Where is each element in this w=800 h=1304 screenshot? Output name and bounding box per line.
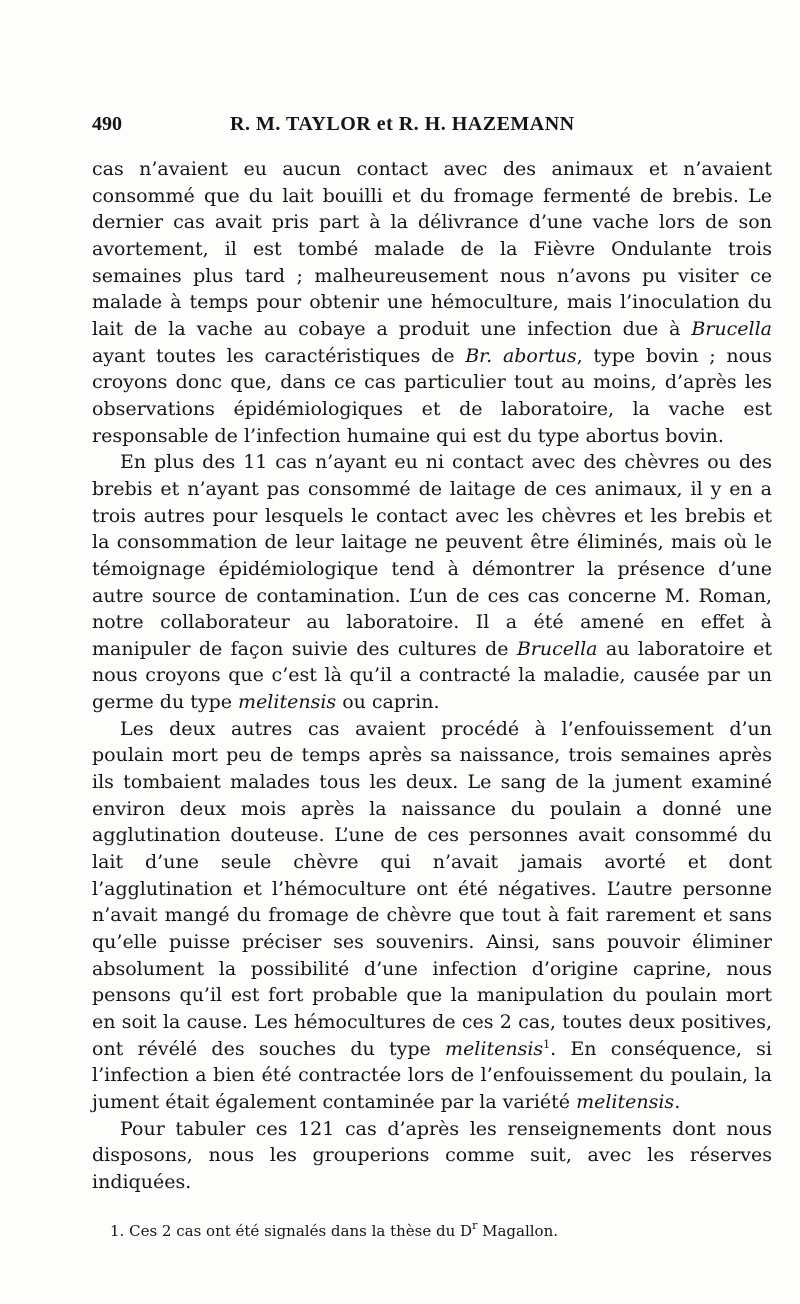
footnote-reference[interactable]: 1 [543,1037,551,1051]
paragraph-2 [92,449,772,716]
italic-term: melitensis [238,691,337,714]
footnote-text-end: Magallon. [477,1222,558,1240]
footnote-marker: 1. [110,1222,125,1240]
paragraph-1-text-c: , type bovin ; nous croyons donc que, dans ce cas particulier tout au moins, d’après les observations épidémiologiques et de laboratoire, la vache est responsable de l’infection humaine qui est du type abortus bovin. [92,344,773,447]
footnote-superscript: r [472,1219,478,1232]
footnote [110,1221,750,1241]
page-number: 490 [92,113,122,135]
running-head: R. M. TAYLOR et R. H. HAZEMANN [230,113,575,135]
paragraph-1-text-b: ayant toutes les caractéristiques de [92,344,466,367]
page-header [92,113,774,141]
italic-term: Brucella [516,637,598,660]
paragraph-3-text-b: . En conséquence, si l’infection a bien été contractée lors de l’enfouissement du poulain, la jument était également contaminée par la variété [92,1037,772,1113]
paragraph-4 [92,1116,772,1196]
paragraph-3-text: Les deux autres cas avaient procédé à l’enfouissement d’un poulain mort peu de temps après sa naissance, trois semaines après ils tombaient malades tous les deux. Le sang de la jument examiné environ deux mois après la naissance du poulain a donné une agglutination douteuse. L’une de ces personnes avait consommé du lait d’une seule chèvre qui n’avait jamais avorté et dont l’agglutination et l’hémoculture ont été négatives. L’autre personne n’avait mangé du fromage de chèvre que tout à fait rarement et sans qu’elle puisse préciser ses souvenirs. Ainsi, sans pouvoir éliminer absolument la possibilité d’une infection d’origine caprine, nous pensons qu’il est fort probable que la manipulation du poulain mort en soit la cause. Les hémocultures de ces 2 cas, toutes deux positives, ont révélé des souches du type [92,717,772,1060]
paragraph-2-text-b: au laboratoire et nous croyons que c’est là qu’il a contracté la maladie, causée par un germe du type [92,637,772,714]
footnote-text: Ces 2 cas ont été signalés dans la thèse du D [129,1222,473,1240]
italic-term: melitensis [576,1090,675,1113]
italic-term: Br. abortus [465,344,577,367]
paragraph-3-text-c: . [674,1090,681,1113]
italic-term: melitensis [445,1037,544,1060]
paragraph-2-text-c: ou caprin. [336,691,440,714]
body-text [92,156,772,1196]
paragraph-1-text: cas n’avaient eu aucun contact avec des animaux et n’avaient consommé que du lait bouilli et du fromage fermenté de brebis. Le dernier cas avait pris part à la délivrance d’une vache lors de son avortement, il est tombé malade de la Fièvre Ondulante trois semaines plus tard ; malheureusement nous n’avons pu visiter ce malade à temps pour obtenir une hémoculture, mais l’inoculation du lait de la vache au cobaye a produit une infection due à [92,158,772,340]
paragraph-2-text: En plus des 11 cas n’ayant eu ni contact avec des chèvres ou des brebis et n’ayant pas consommé de laitage de ces animaux, il y en a trois autres pour lesquels le contact avec les chèvres et les brebis et la consommation de leur laitage ne peuvent être éliminés, mais où le témoignage épidémiologique tend à démontrer la présence d’une autre source de contamination. L’un de ces cas concerne M. Roman, notre collaborateur au laboratoire. Il a été amené en effet à manipuler de façon suivie des cultures de [92,451,772,660]
paragraph-3 [92,716,772,1116]
italic-term: Brucella [691,317,772,340]
paragraph-1 [92,156,772,449]
paragraph-4-text: Pour tabuler ces 121 cas d’après les renseignements dont nous disposons, nous les grouperions comme suit, avec les réserves indiquées. [92,1117,772,1193]
